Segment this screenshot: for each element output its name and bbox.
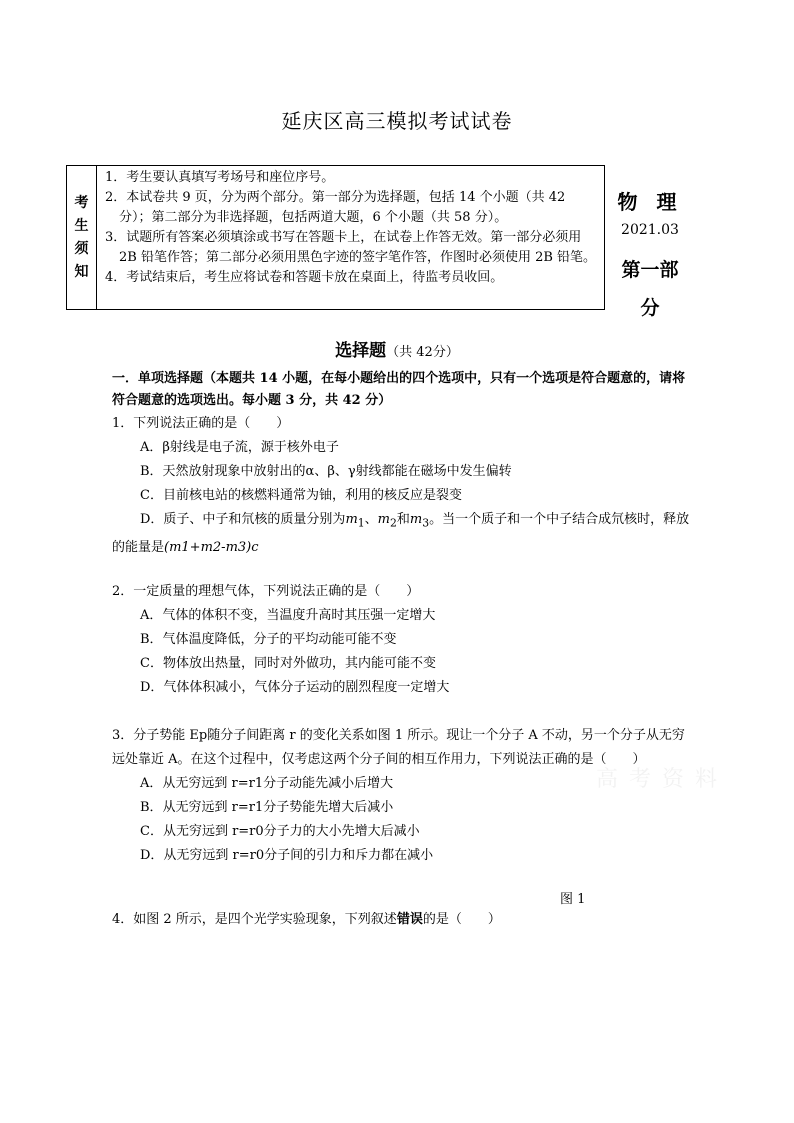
part-label <box>610 251 690 327</box>
emphasis-wrong: 错误 <box>396 912 423 927</box>
question-stem-text: 4．如图 2 所示，是四个光学实验现象，下列叙述 <box>112 912 397 927</box>
mass-symbol: m <box>409 512 423 527</box>
separator: 、 <box>364 512 378 527</box>
subject-label: 物 理 <box>617 190 683 214</box>
option-b: B．气体温度降低，分子的平均动能可能不变 <box>140 632 397 647</box>
notice-item: 4．考试结束后，考生应将试卷和答题卡放在桌面上，待监考员收回。 <box>105 270 504 285</box>
mass-symbol: m <box>345 512 358 527</box>
notice-label-char: 考 <box>74 194 89 211</box>
notice-box <box>66 165 605 310</box>
question-stem: 3．分子势能 Ep随分子间距离 r 的变化关系如图 1 所示。现让一个分子 A 不动，另一个分子从无穷远处靠近 A。在这个过程中，仅考虑这两个分子间的相互作用力，下列说法正确的是（ ） <box>112 728 685 767</box>
notice-item: 1．考生要认真填写考场号和座位序号。 <box>105 170 335 185</box>
section-instructions: 一．单项选择题（本题共 14 小题，在每小题给出的四个选项中，只有一个选项是符合题意的，请将符合题意的选项选出。每小题 3 分，共 42 分） <box>112 371 686 408</box>
notice-list <box>105 168 600 288</box>
part-label-line: 分 <box>640 297 660 319</box>
question-3 <box>112 724 692 868</box>
notice-item: 2．本试卷共 9 页，分为两个部分。第一部分为选择题，包括 14 个小题（共 42 分）；第二部分为非选择题，包括两道大题，6 个小题（共 58 分）。 <box>105 190 566 225</box>
option-d: D．质子、中子和氘核的质量分别为$m_1$、$m_2$和$m_3$。当一个质子和一个中子结合成氘核时，释放的能量是(m1+m2-m3)c <box>112 512 690 555</box>
mass-symbol: m <box>377 512 390 527</box>
section-title <box>0 336 794 361</box>
option-d: D．气体体积减小，气体分子运动的剧烈程度一定增大 <box>140 680 450 695</box>
energy-formula: (m1+m2-m3)c <box>164 539 259 555</box>
option-a: A．β射线是电子流，源于核外电子 <box>140 440 339 455</box>
option-a: A．气体的体积不变，当温度升高时其压强一定增大 <box>140 608 436 623</box>
option-d-text: D．质子、中子和氘核的质量分别为 <box>140 512 346 527</box>
option-c: C．目前核电站的核燃料通常为铀，利用的核反应是裂变 <box>140 488 462 503</box>
option-a: A．从无穷远到 r=r1分子动能先减小后增大 <box>140 776 394 791</box>
question-stem: 1．下列说法正确的是（ ） <box>112 416 290 431</box>
question-1 <box>112 412 692 560</box>
question-stem: 2．一定质量的理想气体，下列说法正确的是（ ） <box>112 584 420 599</box>
notice-label <box>67 166 97 309</box>
option-b: B．从无穷远到 r=r1分子势能先增大后减小 <box>140 800 394 815</box>
figure-caption: 图 1 <box>560 892 586 907</box>
option-d: D．从无穷远到 r=r0分子间的引力和斥力都在减小 <box>140 848 434 863</box>
option-b: B．天然放射现象中放射出的α、β、γ射线都能在磁场中发生偏转 <box>140 464 512 479</box>
notice-label-char: 生 <box>74 217 89 234</box>
option-d-text: 。当一个质子和一个中子结合成氘核时，释放的能量是 <box>112 512 690 555</box>
section-title-main: 选择题 <box>335 341 387 361</box>
section-title-note: （共 42分） <box>386 345 459 360</box>
option-c: C．从无穷远到 r=r0分子力的大小先增大后减小 <box>140 824 420 839</box>
part-label-line: 第一部 <box>621 259 679 281</box>
notice-label-char: 须 <box>74 240 89 257</box>
notice-label-char: 知 <box>74 263 89 280</box>
conjunction: 和 <box>396 512 410 527</box>
option-c: C．物体放出热量，同时对外做功，其内能可能不变 <box>140 656 436 671</box>
exam-title: 延庆区高三模拟考试试卷 <box>281 109 513 133</box>
notice-item: 3．试题所有答案必须填涂或书写在答题卡上，在试卷上作答无效。第一部分必须用 2B 铅笔作答；第二部分必须用黑色字迹的签字笔作答，作图时必须使用 2B 铅笔。 <box>105 230 597 265</box>
question-4 <box>112 908 692 932</box>
exam-date: 2021.03 <box>621 222 679 238</box>
question-stem-text: 的是（ ） <box>422 912 501 927</box>
question-2 <box>112 580 692 700</box>
question-stem <box>112 908 692 932</box>
watermark: 高 考 资 料 <box>596 767 719 792</box>
